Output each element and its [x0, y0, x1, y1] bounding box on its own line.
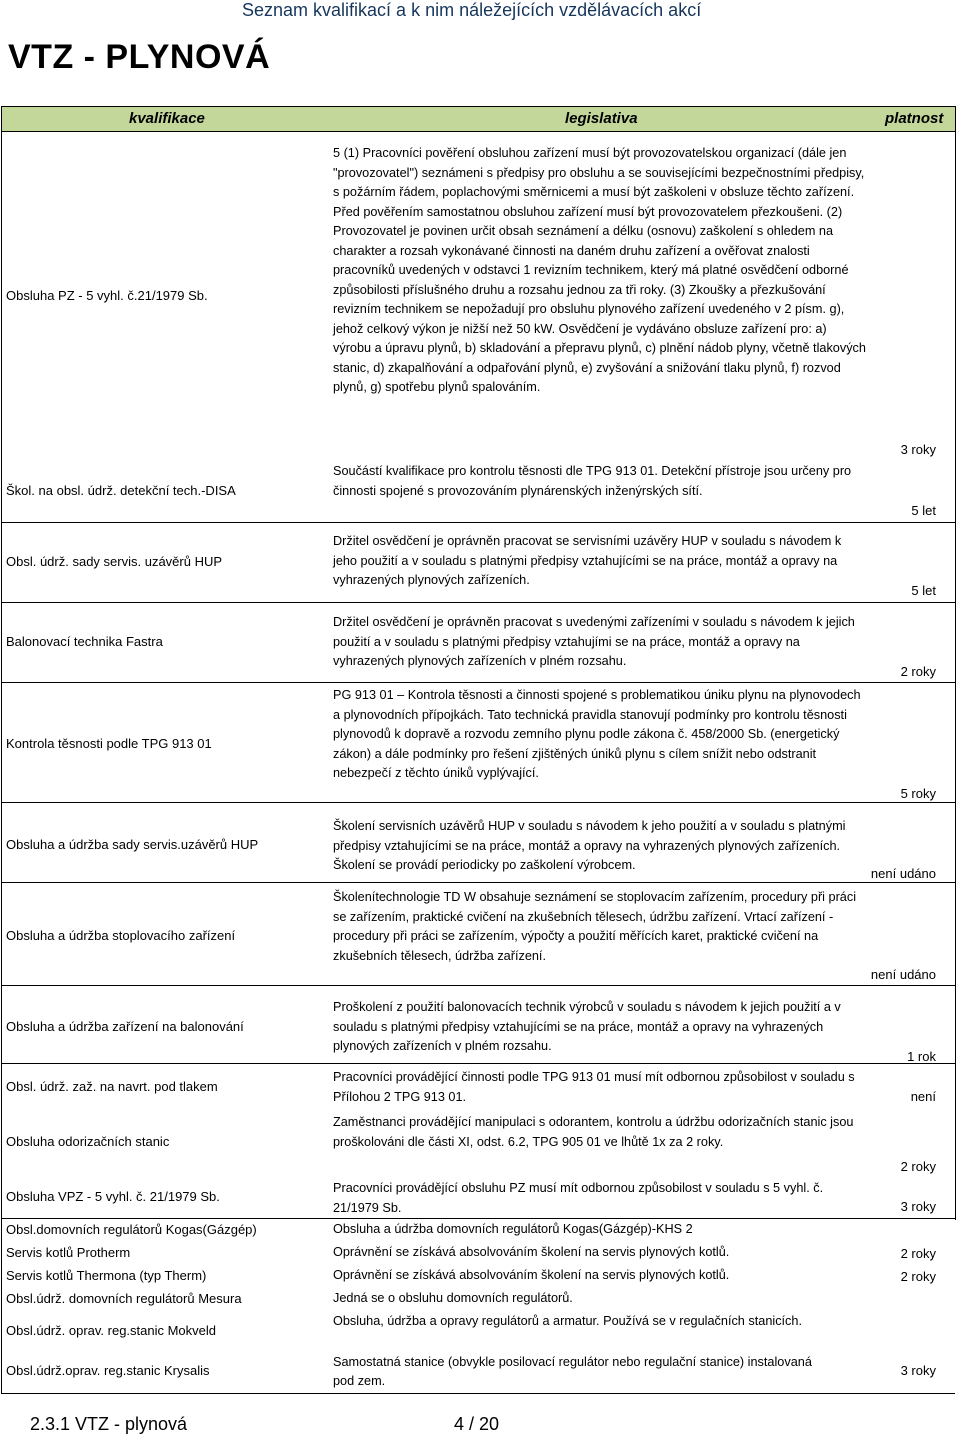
table-cell-legislation: Školenítechnologie TD W obsahuje seznámení se stoplovacím zařízením, procedury při práci se zařízením, praktické cvičení na zkušebních tělesech, údržbu zařízení. Vrtací zařízení - procedury při práci se zařízením, výpočty a použití měřících karet, praktické cvičení na zkušebních tělesech, údržba zařízení. [333, 890, 857, 963]
table-cell-legislation: PG 913 01 – Kontrola těsnosti a činnosti spojené s problematikou úniku plynu na plynovodech a plynovodních přípojkách. Tato technická pravidla stanovují podmínky pro kontrolu těsnosti plynovodů k dopravě a rozvodu zemního plynu podle zákona č. 458/2000 Sb. (energetický zákon) a dále podmínky pro řešení zjištěných úniků plynu s cílem snížit nebo odstranit nebezpečí z těchto úniků vyplývající. [333, 688, 861, 780]
footer-page-number: 4 / 20 [454, 1414, 500, 1434]
table-cell-legislation: Oprávnění se získává absolvováním školení na servis plynových kotlů. [333, 1268, 730, 1282]
table-header [1, 106, 955, 132]
table-cell-validity: není udáno [870, 866, 936, 881]
row-divider [1, 1218, 955, 1219]
row-divider [1, 682, 955, 683]
column-header-qualification: kvalifikace [129, 110, 205, 127]
table-cell-qualification: Obsluha a údržba stoplovacího zařízení [6, 928, 236, 943]
table-cell-validity: 3 roky [900, 1199, 936, 1214]
table-cell-validity: není udáno [870, 967, 936, 982]
document-title: VTZ - PLYNOVÁ [8, 38, 271, 76]
table-cell-qualification: Obsl.údrž.oprav. reg.stanic Krysalis [6, 1363, 210, 1378]
table-cell-qualification: Obsl. údrž. zaž. na navrt. pod tlakem [6, 1079, 218, 1094]
table-cell-qualification: Obsluha a údržba sady servis.uzávěrů HUP [6, 837, 259, 852]
row-divider [1, 1063, 955, 1064]
document-subtitle: Seznam kvalifikací a k nim náležejících vzdělávacích akcí [242, 0, 702, 20]
table-cell-legislation: Pracovníci provádějící obsluhu PZ musí mít odbornou způsobilost v souladu s 5 vyhl. č. 21/1979 Sb. [333, 1181, 824, 1215]
column-header-legislation: legislativa [565, 110, 638, 127]
table-cell-legislation: Obsluha, údržba a opravy regulátorů a armatur. Používá se v regulačních stanicích. [333, 1314, 802, 1328]
table-cell-qualification: Obsl. údrž. sady servis. uzávěrů HUP [6, 554, 223, 569]
table-border-bottom [1, 1393, 955, 1394]
table-cell-legislation: Držitel osvědčení je oprávněn pracovat s uvedenými zařízeními v souladu s návodem k jejich použití a v souladu s platnými předpisy vztahujími se na práce, montáž a opravy na vyhrazených plynových zařízeních v plném rozsahu. [333, 615, 855, 668]
table-cell-qualification: Obsl.domovních regulátorů Kogas(Gázgép) [6, 1222, 257, 1237]
table-cell-validity: není [910, 1089, 936, 1104]
table-cell-validity: 1 rok [907, 1049, 936, 1064]
table-cell-validity: 5 let [911, 503, 936, 518]
row-divider [1, 802, 955, 803]
table-cell-legislation: Součástí kvalifikace pro kontrolu těsnosti dle TPG 913 01. Detekční přístroje jsou určeny pro činnosti spojené s provozováním plynárenských inženýrských sítí. [333, 464, 852, 498]
table-cell-validity: 2 roky [900, 1246, 936, 1261]
table-cell-legislation: Školení servisních uzávěrů HUP v souladu s návodem k jeho použití a v souladu s platnými předpisy vztahujícími se na práce, montáž a opravy na vyhrazených plynových zařízeních. Školení se provádí periodicky po zaškolení výrobcem. [333, 819, 846, 872]
table-cell-validity: 3 roky [900, 442, 936, 457]
footer-section-label: 2.3.1 VTZ - plynová [30, 1414, 188, 1434]
table-cell-legislation: Proškolení z použití balonovacích technik výrobců v souladu s návodem k jejich použití a v souladu s platnými předpisy vztahujícími se na práce, montáž a opravy na vyhrazených plynových zařízeních v plném rozsahu. [333, 1000, 841, 1053]
row-divider [1, 602, 955, 603]
table-cell-legislation: Obsluha a údržba domovních regulátorů Kogas(Gázgép)-KHS 2 [333, 1222, 693, 1236]
table-cell-qualification: Servis kotlů Thermona (typ Therm) [6, 1268, 207, 1283]
row-divider [1, 522, 955, 523]
table-cell-qualification: Obsluha a údržba zařízení na balonování [6, 1019, 244, 1034]
table-cell-qualification: Obsluha PZ - 5 vyhl. č.21/1979 Sb. [6, 288, 208, 303]
table-cell-validity: 2 roky [900, 1269, 936, 1284]
row-divider [1, 985, 955, 986]
table-cell-legislation: Držitel osvědčení je oprávněn pracovat se servisními uzávěry HUP v souladu s návodem k jeho použití a v souladu s platnými předpisy vztahujícími se na práce, montáž a opravy na vyhrazených plynových zařízeních. [333, 534, 842, 587]
table-cell-legislation: Samostatná stanice (obvykle posilovací regulátor nebo regulační stanice) instalovaná pod zem. [333, 1355, 812, 1388]
table-cell-legislation: Pracovníci provádějící činnosti podle TPG 913 01 musí mít odbornou způsobilost v souladu s Přílohou 2 TPG 913 01. [333, 1070, 855, 1104]
table-cell-qualification: Servis kotlů Protherm [6, 1245, 131, 1260]
table-cell-qualification: Obsl.údrž. domovních regulátorů Mesura [6, 1291, 242, 1306]
table-cell-validity: 5 let [911, 583, 936, 598]
table-cell-qualification: Škol. na obsl. údrž. detekční tech.-DISA [6, 483, 236, 498]
table-cell-qualification: Balonovací technika Fastra [6, 634, 163, 649]
table-cell-legislation: Jedná se o obsluhu domovních regulátorů. [333, 1291, 573, 1305]
table-cell-validity: 2 roky [900, 1159, 936, 1174]
table-cell-qualification: Obsluha odorizačních stanic [6, 1134, 170, 1149]
table-border-left [1, 106, 2, 1394]
table-cell-validity: 3 roky [900, 1363, 936, 1378]
table-border-right [955, 106, 956, 1220]
table-cell-qualification: Obsl.údrž. oprav. reg.stanic Mokveld [6, 1323, 217, 1338]
table-cell-legislation: 5 (1) Pracovníci pověření obsluhou zařízení musí být provozovatelskou organizací (dále jen "provozovatel") seznámeni s předpisy pro obsluhu a se souvisejícími bezpečnostními předpisy, s požárním řádem, poplachovými směrnicemi a musí být zaškoleni v obsluze těchto zařízení. Před pověřením samostatnou obsluhou zařízení musí být provozovatelem přezkoušeni. (2) Provozovatel je povinen určit obsah seznámení a délku (osnovu) zaškolení s ohledem na charakter a rozsah vykonávané činnosti na daném druhu zařízení a ověřovat znalosti pracovníků uvedených v odstavci 1 revizním technikem, který má platné osvědčení odborné způsobilosti příslušného druhu a rozsahu jednou za tři roky. (3) Zkoušky a přezkušování revizním technikem se nepožadují pro obsluhu plynového zařízení uvedeného v 2 písm. g), jehož celkový výkon je nižší než 50 kW. Osvědčení je vydáváno obsluze zařízení pro: a) výrobu a úpravu plynů, b) skladování a přepravu plynů, c) plnění nádob plyny, včetně tlakových stanic, d) zkapalňování a odpařování plynů, e) zvyšování a snižování tlaku plynů, f) rozvod plynů, g) spotřebu plynů spalováním. [333, 146, 866, 394]
column-header-validity: platnost [885, 110, 944, 127]
table-cell-qualification: Kontrola těsnosti podle TPG 913 01 [6, 736, 212, 751]
table-cell-validity: 5 roky [900, 786, 936, 801]
table-cell-qualification: Obsluha VPZ - 5 vyhl. č. 21/1979 Sb. [6, 1189, 220, 1204]
table-cell-legislation: Oprávnění se získává absolvováním školení na servis plynových kotlů. [333, 1245, 730, 1259]
table-cell-validity: 2 roky [900, 664, 936, 679]
table-cell-legislation: Zaměstnanci provádějící manipulaci s odorantem, kontrolu a údržbu odorizačních stanic jsou proškolováni dle části XI, odst. 6.2, TPG 905 01 ve lhůtě 1x za 2 roky. [333, 1115, 854, 1149]
row-divider [1, 882, 955, 883]
